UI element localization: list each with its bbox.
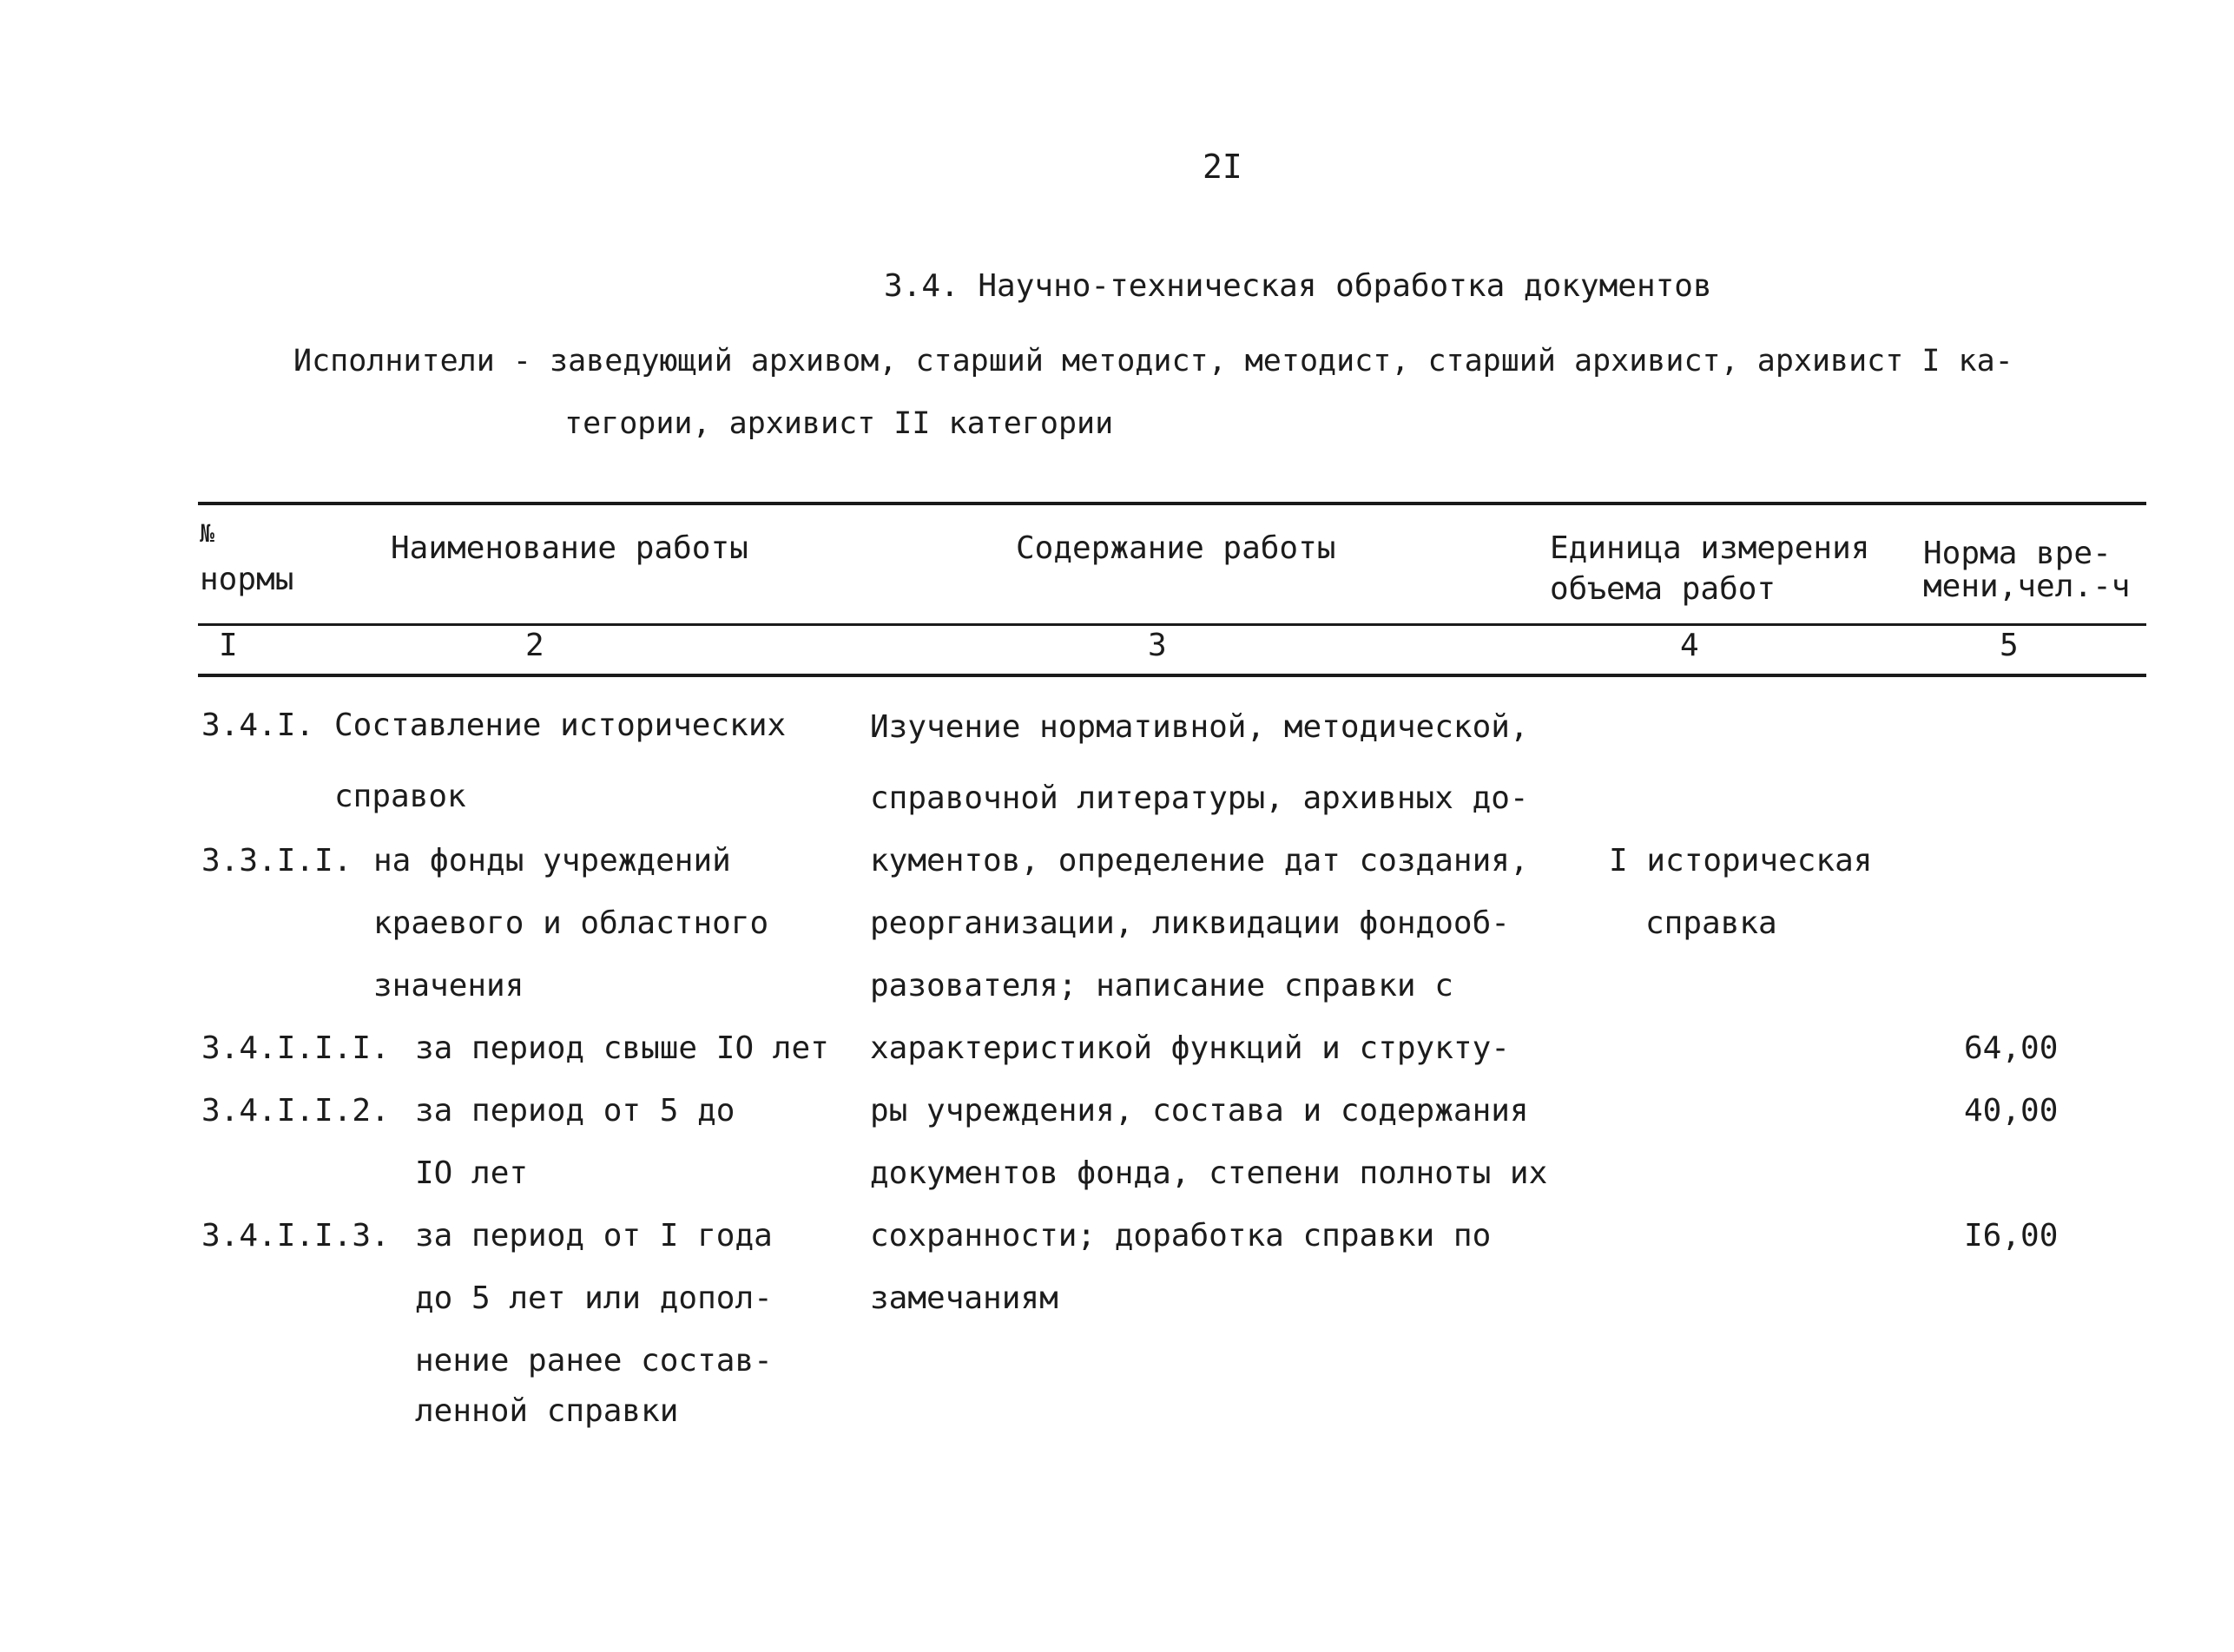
header-col4-line2: объема работ: [1550, 571, 1776, 607]
page-number: 2I: [1203, 148, 1242, 186]
column-number-3: 3: [1148, 628, 1167, 663]
header-col1-line1: №: [200, 519, 214, 548]
unit-line: справка: [1645, 905, 1777, 941]
header-bottom-rule: [198, 623, 2146, 626]
content-line: ры учреждения, состава и содержания: [870, 1093, 1529, 1129]
row-code: 3.3.I.I.: [201, 843, 353, 879]
row-name-line: до 5 лет или допол-: [415, 1280, 773, 1316]
row-name-line: на фонды учреждений: [373, 843, 731, 879]
content-line: характеристикой функций и структу-: [870, 1030, 1510, 1066]
header-col3: Содержание работы: [1016, 530, 1336, 566]
header-col5-line2: мени,чел.-ч: [1923, 569, 2131, 604]
content-line: реорганизации, ликвидации фондооб-: [870, 905, 1510, 941]
row-name-line: справок: [334, 779, 466, 814]
header-col2: Наименование работы: [391, 530, 748, 566]
unit-line: I историческая: [1609, 843, 1873, 879]
row-name-line: нение ранее состав-: [415, 1343, 773, 1379]
header-col5-line1: Норма вре-: [1923, 536, 2112, 571]
row-norm: 40,00: [1964, 1093, 2059, 1129]
content-line: документов фонда, степени полноты их: [870, 1155, 1548, 1191]
executors-line-2: тегории, архивист II категории: [564, 406, 1114, 441]
content-line: кументов, определение дат создания,: [870, 843, 1529, 879]
executors-line-1: Исполнители - заведующий архивом, старший методист, методист, старший архивист, архивист I ка-: [293, 344, 2013, 378]
row-code: 3.4.I.I.3.: [201, 1218, 390, 1254]
column-number-5: 5: [2000, 628, 2019, 663]
column-number-4: 4: [1680, 628, 1699, 663]
row-name-line: значения: [373, 968, 524, 1004]
row-norm: 64,00: [1964, 1030, 2059, 1066]
row-code: 3.4.I.I.2.: [201, 1093, 390, 1129]
content-line: Изучение нормативной, методической,: [870, 709, 1529, 745]
content-line: сохранности; доработка справки по: [870, 1218, 1492, 1254]
header-col4-line1: Единица измерения: [1550, 530, 1870, 566]
row-norm: I6,00: [1964, 1218, 2059, 1254]
row-name-line: IO лет: [415, 1155, 529, 1191]
row-code: 3.4.I.I.I.: [201, 1030, 390, 1066]
row-name-line: ленной справки: [415, 1393, 679, 1429]
section-title: 3.4. Научно-техническая обработка документов: [884, 268, 1712, 304]
table-top-rule: [198, 502, 2146, 505]
row-name-line: за период от I года: [415, 1218, 773, 1254]
column-number-2: 2: [525, 628, 544, 663]
row-name-line: за период от 5 до: [415, 1093, 735, 1129]
column-numbers-bottom-rule: [198, 674, 2146, 677]
content-line: справочной литературы, архивных до-: [870, 780, 1529, 816]
content-line: разователя; написание справки с: [870, 968, 1453, 1004]
content-line: замечаниям: [870, 1280, 1058, 1316]
header-col1-line2: нормы: [200, 562, 294, 597]
column-number-1: I: [219, 628, 238, 663]
row-code: 3.4.I.: [201, 708, 315, 743]
row-name-line: краевого и областного: [373, 905, 769, 941]
row-name-line: за период свыше IO лет: [415, 1030, 829, 1066]
row-name-line: Составление исторических: [334, 708, 787, 743]
